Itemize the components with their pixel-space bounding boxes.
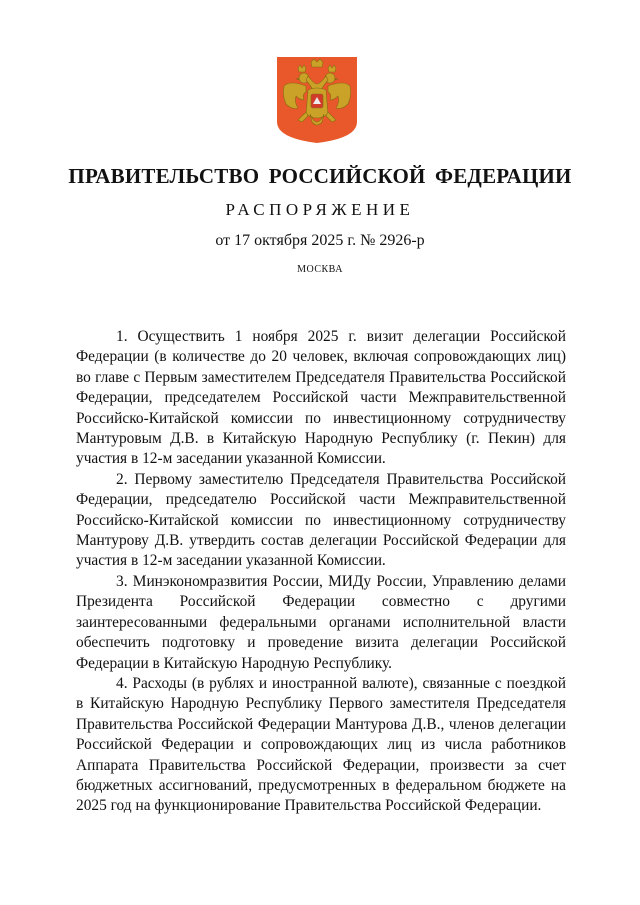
document-date-number: от 17 октября 2025 г. № 2926-р xyxy=(215,232,425,249)
document-body xyxy=(76,327,566,817)
paragraph-2: 2. Первому заместителю Председателя Правительства Российской Федерации, председателю Российской части Межправительственной Российско-Китайской комиссии по инвестиционному сотрудничеству Мантурову Д.В. утвердить состав делегации Российской Федерации для участия в 12-м заседании указанной Комиссии. xyxy=(76,470,566,570)
paragraph-1: 1. Осуществить 1 ноября 2025 г. визит делегации Российской Федерации (в количестве до 20 человек, включая сопровождающих лиц) во главе с Первым заместителем Председателя Правительства Российской Федерации, председателем Российской части Межправительственной Российско-Китайской комиссии по инвестиционному сотрудничеству Мантуровым Д.В. в Китайскую Народную Республику (г. Пекин) для участия в 12-м заседании указанной Комиссии. xyxy=(76,328,566,468)
document-city: МОСКВА xyxy=(297,264,343,275)
paragraph-4: 4. Расходы (в рублях и иностранной валюте), связанные с поездкой в Китайскую Народную Республику Первого заместителя Председателя Правительства Российской Федерации Мантурова Д.В., членов делегации Российской Федерации и сопровождающих лиц из числа работников Аппарата Правительства Российской Федерации, произвести за счет бюджетных ассигнований, предусмотренных в федеральном бюджете на 2025 год на функционирование Правительства Российской Федерации. xyxy=(76,674,566,815)
government-title: ПРАВИТЕЛЬСТВО РОССИЙСКОЙ ФЕДЕРАЦИИ xyxy=(68,164,572,188)
document-type: РАСПОРЯЖЕНИЕ xyxy=(225,200,415,219)
coat-of-arms-icon xyxy=(276,56,358,144)
paragraph-3: 3. Минэкономразвития России, МИДу России, Управлению делами Президента Российской Федерации совместно с другими заинтересованными федеральными органами исполнительной власти обеспечить подготовку и проведение визита делегации Российской Федерации в Китайскую Народную Республику. xyxy=(76,572,566,672)
